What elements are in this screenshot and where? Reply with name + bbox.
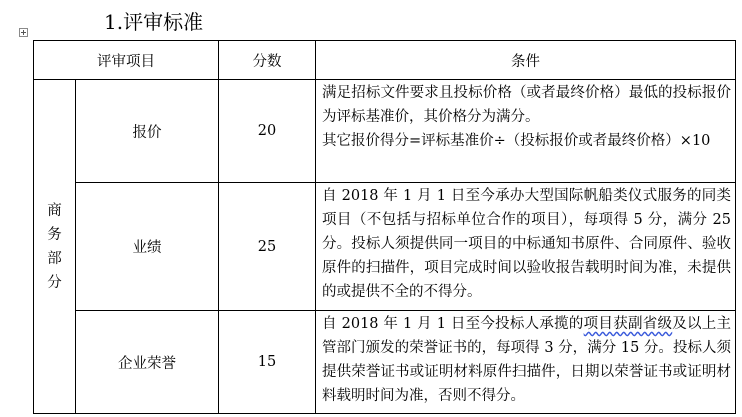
score-performance: 25 bbox=[219, 183, 316, 311]
condition-performance bbox=[316, 183, 736, 311]
header-score: 分数 bbox=[219, 41, 316, 80]
score-quote: 20 bbox=[219, 80, 316, 183]
score-honors: 15 bbox=[219, 311, 316, 414]
condition-paragraph: 其它报价得分=评标基准价÷（投标报价或者最终价格）×10 bbox=[322, 133, 711, 149]
item-name-quote: 报价 bbox=[76, 80, 219, 183]
spellcheck-underlined-text: 项目获副省级 bbox=[583, 316, 673, 332]
category-char: 商 bbox=[47, 202, 62, 219]
category-char: 分 bbox=[47, 274, 62, 291]
table-row bbox=[34, 80, 736, 183]
table-move-handle-icon[interactable] bbox=[19, 28, 28, 37]
item-name-performance: 业绩 bbox=[76, 183, 219, 311]
condition-paragraph: 满足招标文件要求且投标价格（或者最终价格）最低的投标报价为评标基准价，其价格分为满分。 bbox=[322, 85, 731, 125]
condition-honors bbox=[316, 311, 736, 414]
condition-text: 自 2018 年 1 月 1 日至今投标人承揽的 bbox=[322, 316, 584, 332]
header-condition: 条件 bbox=[316, 41, 736, 80]
condition-text: 及以上主管部门颁发的荣誉证书的，每项得 3 分，满分 15 分。投标人须提供荣誉证书或证明材料原件扫描件，日期以荣誉证书或证明材料载明时间为准，否则不得分。 bbox=[322, 316, 732, 404]
table-header-row bbox=[34, 41, 736, 80]
category-char: 部 bbox=[47, 250, 62, 267]
category-cell bbox=[34, 80, 76, 414]
header-item: 评审项目 bbox=[34, 41, 219, 80]
item-name-honors: 企业荣誉 bbox=[76, 311, 219, 414]
evaluation-criteria-table bbox=[33, 40, 736, 414]
table-row bbox=[34, 183, 736, 311]
category-char: 务 bbox=[47, 226, 62, 243]
condition-quote bbox=[316, 80, 736, 183]
section-heading: 1.评审标准 bbox=[104, 10, 204, 34]
condition-paragraph: 自 2018 年 1 月 1 日至今承办大型国际帆船类仪式服务的同类项目（不包括与招标单位合作的项目），每项得 5 分，满分 25 分。投标人须提供同一项目的中标通知书原件、合同原件、验收原件的扫描件，项目完成时间以验收报告载明时间为准，未提供的或提供不全的不得分。 bbox=[322, 188, 731, 300]
table-row bbox=[34, 311, 736, 414]
